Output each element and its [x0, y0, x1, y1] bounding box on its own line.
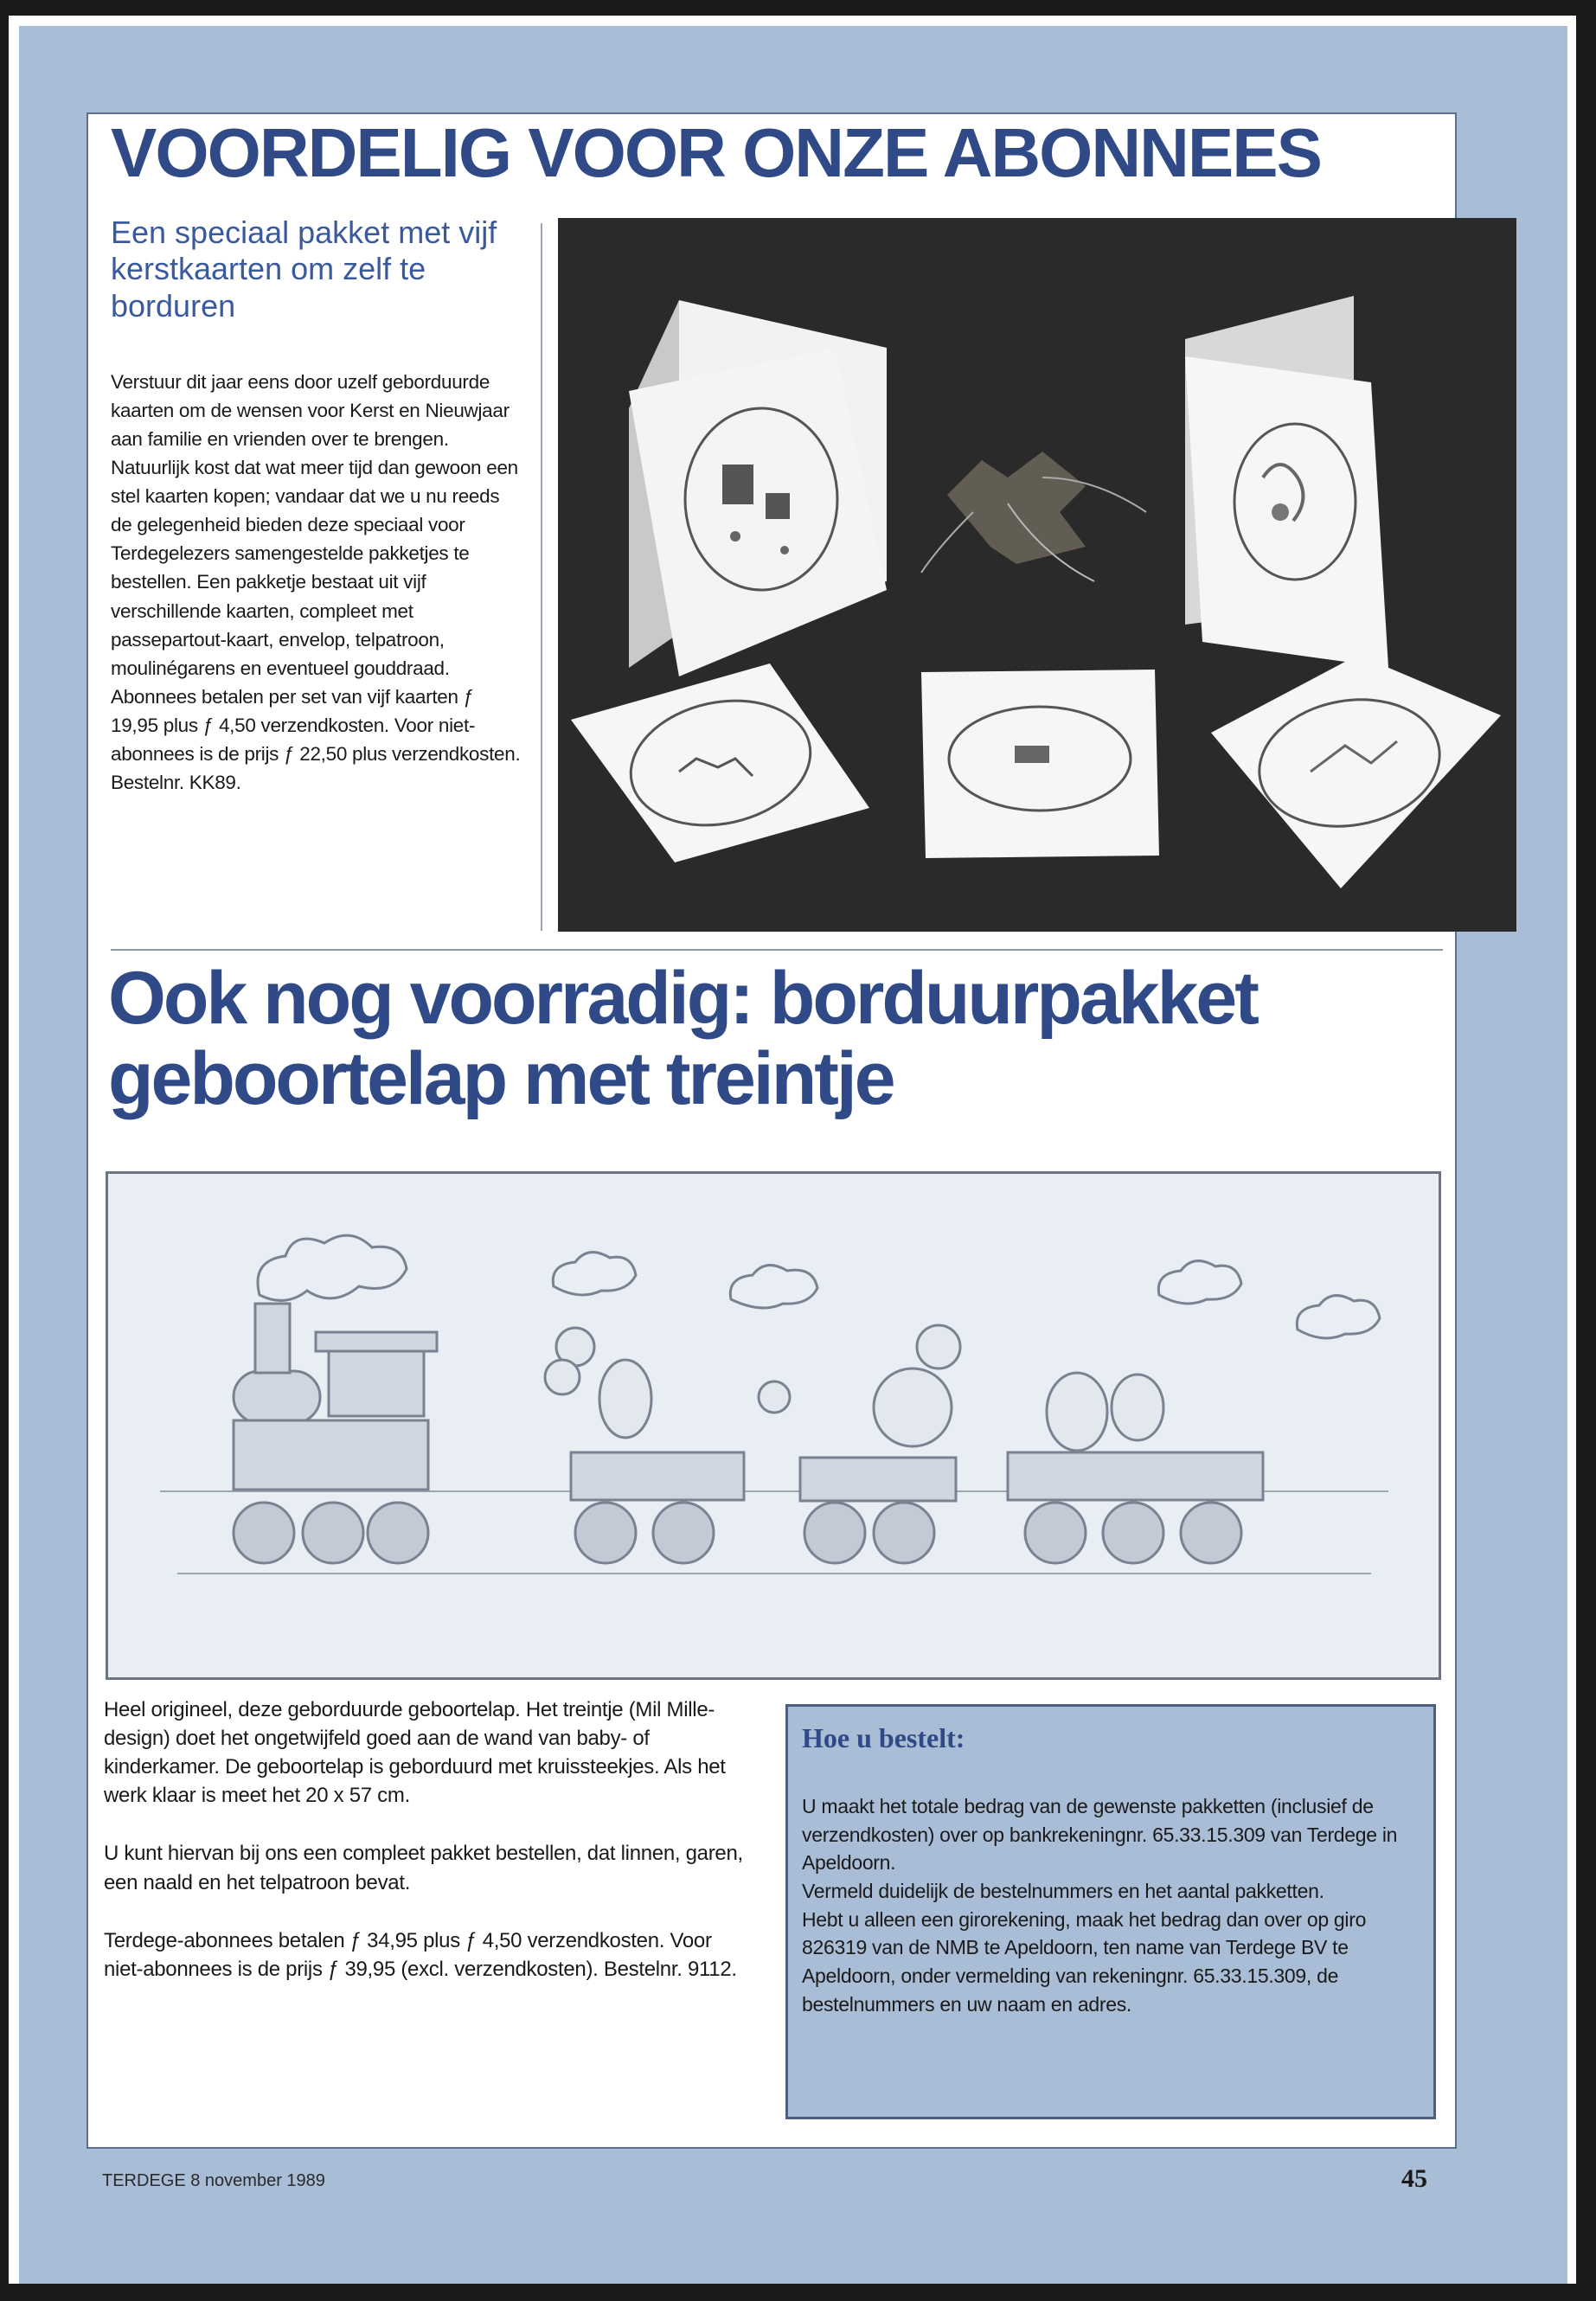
order-paragraph: Hebt u alleen een girorekening, maak het bedrag dan over op giro 826319 van de NMB te Apeldoorn, ten name van Terdege BV te Apeldoorn, onder vermelding van rekeningnr. 65.33.15.309, de bestelnummers en uw naam en adres.: [802, 1907, 1367, 2016]
section-divider: [111, 949, 1443, 951]
scan-border-bottom: [0, 2284, 1596, 2301]
page-number: 45: [1401, 2164, 1427, 2193]
train-embroidery-pattern: [106, 1171, 1441, 1680]
article-2-paragraph: Terdege-abonnees betalen ƒ 34,95 plus ƒ 4,50 verzendkosten. Voor niet-abonnees is de prijs ƒ 39,95 (excl. verzendkosten). Bestelnr. 9112.: [104, 1928, 737, 1981]
headline: VOORDELIG VOOR ONZE ABONNEES: [111, 114, 1321, 191]
order-title: Hoe u bestelt:: [802, 1722, 965, 1753]
wagons: [571, 1452, 1263, 1501]
train-pattern-icon: [108, 1174, 1439, 1677]
column-divider: [541, 223, 542, 931]
headline-2: Ook nog voorradig: borduurpakket geboortelap met treintje: [108, 957, 1257, 1120]
article-2-paragraph: U kunt hiervan bij ons een compleet pakket bestellen, dat linnen, garen, een naald en het telpatroon bevat.: [104, 1842, 743, 1894]
scan-border-top: [0, 0, 1596, 16]
locomotive: [234, 1304, 437, 1490]
publication-footer: TERDEGE 8 november 1989: [102, 2171, 325, 2190]
subhead: Een speciaal pakket met vijf kerstkaarten om zelf te borduren: [111, 215, 497, 324]
cards-photo-icon: [558, 218, 1516, 932]
article-2-paragraph: Heel origineel, deze geborduurde geboortelap. Het treintje (Mil Mille-design) doet het ongetwijfeld goed aan de wand van baby- of kinderkamer. De geboortelap is geborduurd met kruissteekjes. Als het werk klaar is meet het 20 x 57 cm.: [104, 1698, 726, 1808]
scan-border-left: [0, 0, 9, 2301]
card-flat-middle: [921, 670, 1159, 858]
order-paragraph: Vermeld duidelijk de bestelnummers en het aantal pakketten.: [802, 1879, 1324, 1902]
scan-border-right: [1576, 0, 1596, 2301]
order-info-box: [785, 1704, 1436, 2119]
article-body: Verstuur dit jaar eens door uzelf geborduurde kaarten om de wensen voor Kerst en Nieuwjaar aan familie en vrienden over te brengen. Natuurlijk kost dat wat meer tijd dan gewoon een stel kaarten kopen; vandaar dat we u nu reeds de gelegenheid bieden deze speciaal voor Terdegelezers samengestelde pakketjes te bestellen. Een pakketje bestaat uit vijf verschillende kaarten, compleet met passepartout-kaart, envelop, telpatroon, moulinégarens en eventueel gouddraad. Abonnees betalen per set van vijf kaarten ƒ 19,95 plus ƒ 4,50 verzendkosten. Voor niet-abonnees is de prijs ƒ 22,50 plus verzendkosten. Bestelnr. KK89.: [111, 371, 521, 793]
order-paragraph: U maakt het totale bedrag van de gewenste pakketten (inclusief de verzendkosten) over op bankrekeningnr. 65.33.15.309 van Terdege in Apeldoorn.: [802, 1795, 1398, 1875]
article-2-body: [104, 1695, 744, 2013]
christmas-cards-photo: [558, 218, 1516, 932]
